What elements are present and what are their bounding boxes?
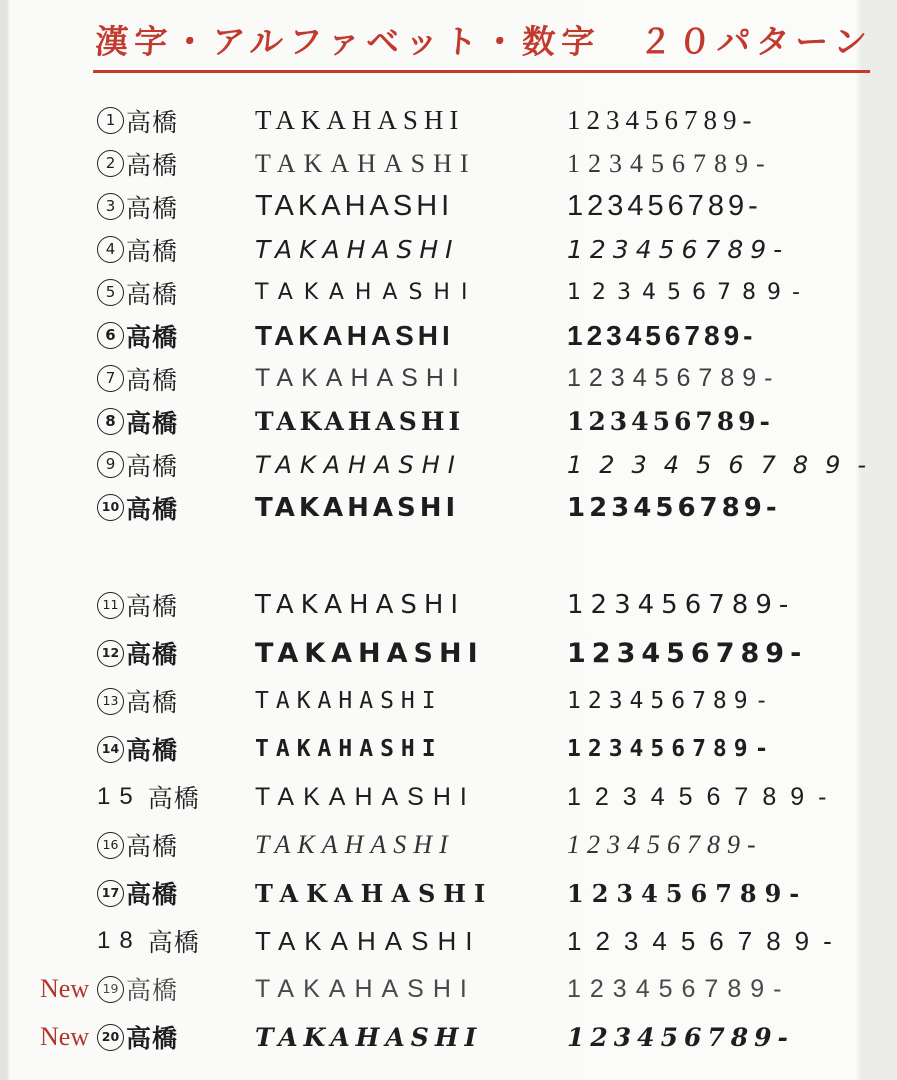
row-alphabet-sample: TAKAHASHI — [255, 925, 482, 956]
font-sample-row-14 — [0, 725, 897, 773]
pattern-group-1-10 — [0, 99, 897, 529]
row-name-kanji — [97, 490, 255, 526]
row-digits-sample: 123456789- — [567, 148, 773, 178]
row-digits-sample: 123456789- — [567, 974, 791, 1003]
row-alphabet-sample: TAKAHASHI — [255, 974, 476, 1003]
family-name-kanji: 高橋 — [126, 279, 179, 309]
family-name-kanji: 高橋 — [126, 451, 179, 481]
row-alphabet-sample: TAKAHASHI — [255, 492, 460, 523]
row-name-kanji — [97, 318, 255, 354]
circled-number: 17 — [97, 880, 124, 907]
row-alphabet-sample: TAKAHASHI — [255, 190, 454, 222]
row-name-kanji — [97, 971, 255, 1007]
row-name-kanji — [97, 587, 255, 623]
font-sample-row-6 — [0, 314, 897, 357]
row-alphabet-sample: TAKAHASHI — [255, 319, 454, 351]
row-alphabet-sample: TAKAHASHI — [255, 235, 460, 264]
circled-number: 9 — [97, 451, 124, 478]
row-name-kanji — [97, 923, 255, 959]
row-digits-sample: 123456789- — [567, 235, 790, 264]
row-name-kanji — [97, 779, 255, 815]
page-title: 漢字・アルファベット・数字 ２０パターン — [93, 16, 874, 73]
row-alphabet-sample: TAKAHASHI — [255, 590, 466, 620]
row-digits-sample: 123456789- — [567, 1022, 794, 1052]
family-name-kanji: 高橋 — [126, 688, 179, 717]
row-alphabet-sample: TAKAHASHI — [255, 148, 477, 178]
row-digits-sample: 123456789- — [567, 590, 796, 620]
circled-number: 14 — [97, 736, 124, 763]
family-name-kanji: 高橋 — [126, 880, 179, 909]
pattern-group-11-20 — [0, 581, 897, 1061]
row-alphabet-sample: TAKAHASHI — [255, 280, 479, 305]
font-sample-row-18 — [0, 917, 897, 965]
circled-number: 19 — [97, 976, 124, 1003]
font-sample-row-16 — [0, 821, 897, 869]
font-sample-row-4 — [0, 228, 897, 271]
row-alphabet-sample: TAKAHASHI — [255, 1022, 483, 1052]
font-sample-row-17 — [0, 869, 897, 917]
row-name-kanji — [97, 275, 255, 311]
font-sample-row-8 — [0, 400, 897, 443]
row-name-kanji — [97, 731, 255, 767]
row-digits-sample: 123456789- — [567, 782, 841, 811]
font-sample-row-11 — [0, 581, 897, 629]
font-sample-row-5 — [0, 271, 897, 314]
circled-number: 16 — [97, 832, 124, 859]
row-name-kanji — [97, 146, 255, 182]
family-name-kanji: 高橋 — [126, 236, 179, 266]
font-sample-row-10 — [0, 486, 897, 529]
circled-number: 12 — [97, 640, 124, 667]
circled-number: 3 — [97, 193, 124, 220]
font-sample-row-15 — [0, 773, 897, 821]
font-sample-row-20 — [0, 1013, 897, 1061]
circled-number: 6 — [97, 322, 124, 349]
row-alphabet-sample: TAKAHASHI — [255, 407, 465, 436]
row-digits-sample: 123456789- — [567, 450, 884, 479]
family-name-kanji: 高橋 — [126, 832, 179, 861]
circled-number: 4 — [97, 236, 124, 263]
row-alphabet-sample: TAKAHASHI — [255, 364, 467, 392]
row-name-kanji — [97, 1019, 255, 1055]
circled-number: 8 — [97, 408, 124, 435]
family-name-kanji: 高橋 — [126, 150, 179, 180]
circled-number: 13 — [97, 688, 124, 715]
row-digits-sample: 123456789- — [567, 830, 763, 859]
row-name-kanji — [97, 189, 255, 225]
font-sample-row-9 — [0, 443, 897, 486]
row-digits-sample: 123456789- — [567, 319, 757, 351]
font-sample-row-2 — [0, 142, 897, 185]
row-digits-sample: 123456789- — [567, 407, 774, 436]
row-alphabet-sample: TAKAHASHI — [255, 782, 476, 811]
row-digits-sample: 123456789- — [567, 364, 781, 392]
family-name-kanji: 高橋 — [126, 736, 179, 765]
circled-number: 1 — [97, 107, 124, 134]
font-sample-row-13 — [0, 677, 897, 725]
row-name-kanji — [97, 404, 255, 440]
family-name-kanji: 高橋 — [126, 365, 179, 395]
family-name-kanji: 高橋 — [126, 408, 179, 438]
row-alphabet-sample: TAKAHASHI — [255, 637, 484, 669]
row-name-kanji — [97, 103, 255, 139]
circled-number: 11 — [97, 592, 124, 619]
new-badge: New — [40, 1022, 90, 1051]
family-name-kanji: 高橋 — [126, 193, 179, 223]
circled-number: 2 — [97, 150, 124, 177]
family-name-kanji: 高橋 — [126, 592, 179, 621]
row-alphabet-sample: TAKAHASHI — [255, 450, 463, 479]
family-name-kanji: 高橋 — [147, 784, 200, 813]
row-name-kanji — [97, 361, 255, 397]
font-sample-row-19 — [0, 965, 897, 1013]
font-sample-row-3 — [0, 185, 897, 228]
font-sample-row-1 — [0, 99, 897, 142]
row-digits-sample: 123456789- — [567, 492, 781, 523]
row-name-kanji — [97, 232, 255, 268]
row-digits-sample: 123456789- — [567, 190, 762, 222]
row-name-kanji — [97, 827, 255, 863]
circled-number: 10 — [97, 494, 124, 521]
row-name-kanji — [97, 875, 255, 911]
row-alphabet-sample: TAKAHASHI — [255, 688, 443, 714]
pattern-number: 18 — [97, 927, 142, 954]
row-digits-sample: 123456789- — [567, 688, 776, 714]
family-name-kanji: 高橋 — [126, 640, 179, 669]
family-name-kanji: 高橋 — [126, 322, 179, 352]
family-name-kanji: 高橋 — [126, 976, 179, 1005]
family-name-kanji: 高橋 — [126, 1024, 179, 1053]
circled-number: 20 — [97, 1024, 124, 1051]
row-alphabet-sample: TAKAHASHI — [255, 105, 465, 135]
row-alphabet-sample: TAKAHASHI — [255, 878, 494, 908]
font-sample-row-7 — [0, 357, 897, 400]
circled-number: 7 — [97, 365, 124, 392]
family-name-kanji: 高橋 — [126, 494, 179, 524]
font-sample-row-12 — [0, 629, 897, 677]
row-digits-sample: 123456789- — [567, 280, 811, 305]
new-badge: New — [40, 974, 90, 1003]
row-name-kanji — [97, 447, 255, 483]
row-digits-sample: 123456789- — [567, 637, 808, 669]
row-name-kanji — [97, 635, 255, 671]
row-digits-sample: 123456789- — [567, 878, 808, 908]
title-wrap — [0, 0, 897, 73]
pattern-number: 15 — [97, 783, 142, 810]
family-name-kanji: 高橋 — [126, 107, 179, 137]
circled-number: 5 — [97, 279, 124, 306]
row-digits-sample: 123456789- — [567, 736, 776, 762]
row-digits-sample: 123456789- — [567, 925, 846, 956]
row-name-kanji — [97, 683, 255, 719]
row-digits-sample: 123456789- — [567, 105, 758, 135]
family-name-kanji: 高橋 — [147, 928, 200, 957]
row-alphabet-sample: TAKAHASHI — [255, 830, 455, 859]
row-alphabet-sample: TAKAHASHI — [255, 736, 443, 762]
